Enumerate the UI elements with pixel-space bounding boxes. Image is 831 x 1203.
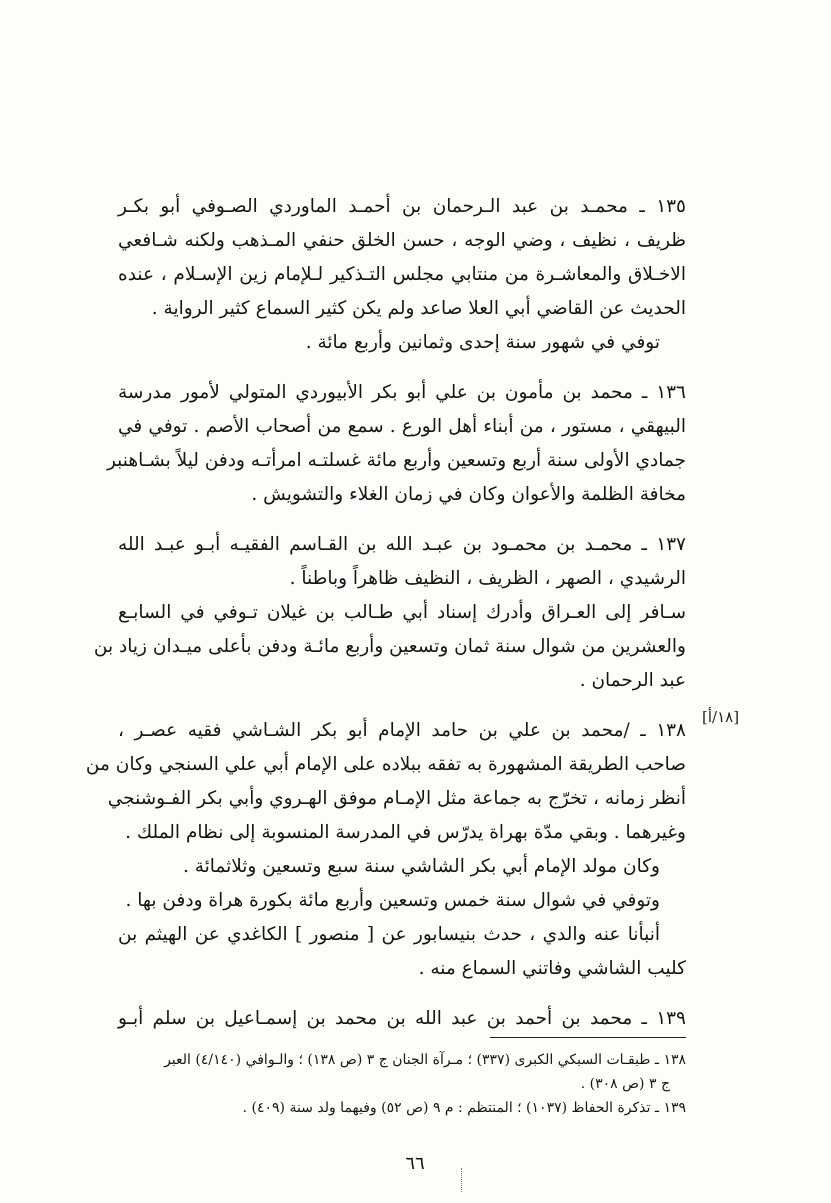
text-line: والعشرين من شوال سنة ثمان وتسعين وأربع مائـة ودفن بأعلى ميـدان زياد بن: [93, 636, 686, 657]
scan-mark: [461, 1168, 463, 1192]
text-line: ١٣٦ ـ محمد بن مأمون بن علي أبو بكر الأبيوردي المتولي لأمور مدرسة: [118, 382, 686, 403]
page-number: ٦٦: [405, 1153, 425, 1174]
footnote-divider: [490, 1037, 686, 1038]
entry-137: [93, 528, 686, 698]
text-line: ١٣٥ ـ محمـد بن عبد الـرحمان بن أحمـد الماوردي الصـوفي أبو بكـر: [118, 196, 686, 217]
folio-margin-reference: [١٨/أ]: [702, 708, 740, 726]
text-line: كليب الشاشي وفاتني السماع منه .: [418, 958, 686, 979]
footnote-line: ١٣٨ ـ طبقـات السبكي الكبرى (٣٣٧) ؛ مـرآة الجنان ج ٣ (ص ١٣٨) ؛ والـوافي (٤/١٤٠) العبر: [164, 1052, 686, 1068]
footnote-line: ١٣٩ ـ تذكرة الحفاظ (١٠٣٧) ؛ المنتظم : م ٩ (ص ٥٢) وفيهما ولد سنة (٤٠٩) .: [242, 1100, 686, 1116]
footnote-line: ج ٣ (ص ٣٠٨) .: [580, 1076, 670, 1092]
text-line: وغيرهما . وبقي مدّة بهراة يدرّس في المدرسة المنسوبة إلى نظام الملك .: [125, 822, 686, 843]
text-line: وتوفي في شوال سنة خمس وتسعين وأربع مائة بكورة هراة ودفن بها .: [125, 890, 660, 911]
entry-138: [85, 714, 686, 986]
text-line: الرشيدي ، الصهر ، الظريف ، النظيف ظاهراً وباطناً .: [289, 568, 686, 589]
text-line: أنبأنا عنه والدي ، حدث بنيسابور عن [ منصور ] الكاغدي عن الهيثم بن: [118, 924, 660, 945]
text-line: الاخـلاق والمعاشـرة من منتابي مجلس التـذكير لـلإمام زين الإسـلام ، عنده: [118, 264, 686, 285]
text-line: ١٣٩ ـ محمد بن أحمد بن عبد الله بن محمد بن إسمـاعيل بن سلم أبـو: [118, 1008, 686, 1029]
entry-135: [118, 190, 686, 360]
text-line: الحديث عن القاضي أبي العلا صاعد ولم يكن كثير السماع كثير الرواية .: [151, 298, 686, 319]
entry-136: [106, 376, 686, 512]
text-line: مخافة الظلمة والأعوان وكان في زمان الغلاء والتشويش .: [251, 484, 686, 505]
text-line: جمادي الأولى سنة أربع وتسعين وأربع مائة غسلتـه امرأتـه ودفن ليلاً بشـاهنبر: [106, 450, 686, 471]
footnotes: [118, 1048, 686, 1120]
text-line: البيهقي ، مستور ، من أبناء أهل الورع . سمع من أصحاب الأصم . توفي في: [118, 416, 686, 437]
text-line: ١٣٧ ـ محمـد بن محمـود بن عبـد الله بن القـاسم الفقيـه أبـو عبـد الله: [118, 534, 686, 555]
entry-139: [118, 1002, 686, 1036]
main-text: [85, 190, 686, 1052]
text-line: ١٣٨ ـ /محمد بن علي بن حامد الإمام أبو بكر الشـاشي فقيه عصـر ،: [118, 720, 686, 741]
text-line: صاحب الطريقة المشهورة به تفقه ببلاده على الإمام أبي علي السنجي وكان من: [85, 754, 686, 775]
text-line: عبد الرحمان .: [579, 670, 686, 691]
text-line: أنظر زمانه ، تخرّج به جماعة مثل الإمـام موفق الهـروي وأبي بكر الفـوشنجي: [107, 788, 686, 809]
text-line: وكان مولد الإمام أبي بكر الشاشي سنة سبع وتسعين وثلاثمائة .: [182, 856, 660, 877]
text-line: توفي في شهور سنة إحدى وثمانين وأربع مائة .: [305, 332, 660, 353]
text-line: ظريف ، نظيف ، وضي الوجه ، حسن الخلق حنفي المـذهب ولكنه شـافعي: [118, 230, 686, 251]
text-line: سـافر إلى العـراق وأدرك إسناد أبي طـالب بن غيلان تـوفي في السابـع: [118, 602, 686, 623]
